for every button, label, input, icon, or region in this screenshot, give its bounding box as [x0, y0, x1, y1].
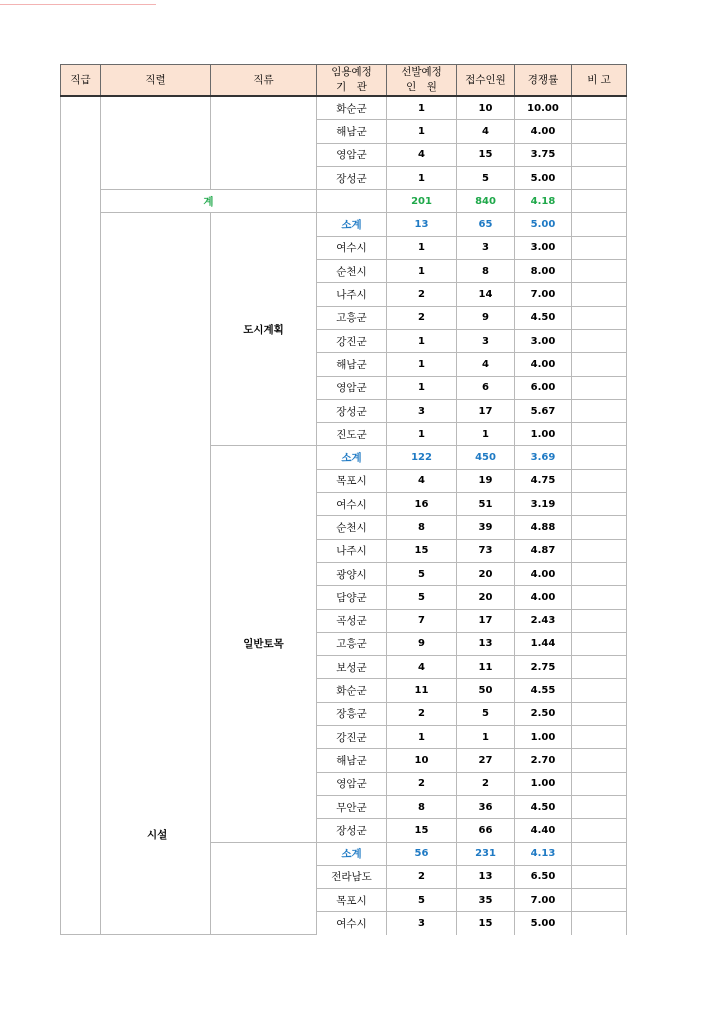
- header-applicants: 접수인원: [457, 65, 515, 97]
- series-cell-continued: [101, 96, 211, 190]
- subtotal-applicants-cell: 65: [457, 213, 515, 236]
- note-cell: [572, 539, 627, 562]
- quota-cell: 5: [387, 562, 457, 585]
- note-cell: [572, 586, 627, 609]
- note-cell: [572, 446, 627, 469]
- applicants-cell: 6: [457, 376, 515, 399]
- agency-cell: 여수시: [317, 912, 387, 935]
- rate-cell: 5.00: [515, 166, 572, 189]
- quota-cell: 1: [387, 376, 457, 399]
- rate-cell: 8.00: [515, 260, 572, 283]
- agency-cell: 진도군: [317, 423, 387, 446]
- class-cell-continued: [211, 842, 317, 935]
- agency-cell: 담양군: [317, 586, 387, 609]
- agency-cell: 나주시: [317, 283, 387, 306]
- subtotal-label-cell: 소계: [317, 446, 387, 469]
- quota-cell: 1: [387, 236, 457, 259]
- applicants-cell: 15: [457, 143, 515, 166]
- note-cell: [572, 213, 627, 236]
- quota-cell: 16: [387, 493, 457, 516]
- rate-cell: 4.00: [515, 586, 572, 609]
- subtotal-quota-cell: 122: [387, 446, 457, 469]
- note-cell: [572, 376, 627, 399]
- subtotal-label-cell: 소계: [317, 213, 387, 236]
- note-cell: [572, 795, 627, 818]
- applicants-cell: 8: [457, 260, 515, 283]
- rate-cell: 3.19: [515, 493, 572, 516]
- agency-cell: 장성군: [317, 819, 387, 842]
- note-cell: [572, 120, 627, 143]
- applicants-cell: 11: [457, 656, 515, 679]
- note-cell: [572, 842, 627, 865]
- applicants-cell: 13: [457, 865, 515, 888]
- header-quota-line1: 선발예정: [401, 66, 442, 78]
- rate-cell: 4.40: [515, 819, 572, 842]
- quota-cell: 5: [387, 889, 457, 912]
- rate-cell: 6.00: [515, 376, 572, 399]
- agency-cell: 여수시: [317, 493, 387, 516]
- subtotal-rate-cell: 5.00: [515, 213, 572, 236]
- applicants-cell: 10: [457, 96, 515, 120]
- rate-cell: 7.00: [515, 889, 572, 912]
- rate-cell: 2.70: [515, 749, 572, 772]
- note-cell: [572, 236, 627, 259]
- rate-cell: 4.75: [515, 469, 572, 492]
- quota-cell: 2: [387, 306, 457, 329]
- agency-cell: 영암군: [317, 143, 387, 166]
- quota-cell: 1: [387, 120, 457, 143]
- agency-cell: 전라남도: [317, 865, 387, 888]
- total-rate-cell: 4.18: [515, 190, 572, 213]
- header-quota-line2: 인 원: [406, 81, 437, 93]
- total-quota-cell: 201: [387, 190, 457, 213]
- applicants-cell: 3: [457, 236, 515, 259]
- applicants-cell: 20: [457, 562, 515, 585]
- rate-cell: 3.00: [515, 236, 572, 259]
- rate-cell: 2.43: [515, 609, 572, 632]
- subtotal-applicants-cell: 450: [457, 446, 515, 469]
- applicants-cell: 66: [457, 819, 515, 842]
- rate-cell: 1.00: [515, 726, 572, 749]
- applicants-cell: 3: [457, 329, 515, 352]
- total-label-cell: 계: [101, 190, 317, 213]
- applicants-cell: 27: [457, 749, 515, 772]
- subtotal-row: [61, 213, 627, 236]
- rate-cell: 4.00: [515, 120, 572, 143]
- header-agency-line1: 임용예정: [331, 66, 372, 78]
- header-note: 비 고: [572, 65, 627, 97]
- rate-cell: 1.44: [515, 632, 572, 655]
- note-cell: [572, 329, 627, 352]
- agency-cell: 영암군: [317, 376, 387, 399]
- note-cell: [572, 353, 627, 376]
- quota-cell: 2: [387, 283, 457, 306]
- note-cell: [572, 726, 627, 749]
- total-agency-cell: [317, 190, 387, 213]
- note-cell: [572, 562, 627, 585]
- agency-cell: 화순군: [317, 96, 387, 120]
- header-rate: 경쟁률: [515, 65, 572, 97]
- note-cell: [572, 399, 627, 422]
- note-cell: [572, 889, 627, 912]
- quota-cell: 2: [387, 772, 457, 795]
- applicants-cell: 5: [457, 702, 515, 725]
- applicants-cell: 73: [457, 539, 515, 562]
- rate-cell: 10.00: [515, 96, 572, 120]
- page-corner-mark: [0, 4, 156, 5]
- applicants-cell: 17: [457, 399, 515, 422]
- rate-cell: 6.50: [515, 865, 572, 888]
- rate-cell: 4.50: [515, 306, 572, 329]
- quota-cell: 1: [387, 353, 457, 376]
- rate-cell: 1.00: [515, 772, 572, 795]
- header-row: [61, 65, 627, 97]
- grade-label: 시설: [147, 829, 168, 841]
- quota-cell: 8: [387, 795, 457, 818]
- note-cell: [572, 260, 627, 283]
- applicants-cell: 36: [457, 795, 515, 818]
- subtotal-rate-cell: 4.13: [515, 842, 572, 865]
- quota-cell: 2: [387, 702, 457, 725]
- rate-cell: 2.50: [515, 702, 572, 725]
- agency-cell: 장성군: [317, 166, 387, 189]
- quota-cell: 1: [387, 329, 457, 352]
- quota-cell: 10: [387, 749, 457, 772]
- subtotal-quota-cell: 56: [387, 842, 457, 865]
- note-cell: [572, 166, 627, 189]
- quota-cell: 15: [387, 539, 457, 562]
- quota-cell: 4: [387, 656, 457, 679]
- applicants-cell: 1: [457, 423, 515, 446]
- applicants-cell: 14: [457, 283, 515, 306]
- applicants-cell: 4: [457, 353, 515, 376]
- header-series: 직렬: [101, 65, 211, 97]
- agency-cell: 영암군: [317, 772, 387, 795]
- note-cell: [572, 702, 627, 725]
- note-cell: [572, 190, 627, 213]
- quota-cell: 2: [387, 865, 457, 888]
- header-grade: 직급: [61, 65, 101, 97]
- agency-cell: 해남군: [317, 353, 387, 376]
- rate-cell: 4.00: [515, 353, 572, 376]
- quota-cell: 1: [387, 726, 457, 749]
- applicants-cell: 9: [457, 306, 515, 329]
- applicants-cell: 13: [457, 632, 515, 655]
- agency-cell: 강진군: [317, 726, 387, 749]
- agency-cell: 순천시: [317, 260, 387, 283]
- rate-cell: 3.75: [515, 143, 572, 166]
- quota-cell: 4: [387, 469, 457, 492]
- quota-cell: 1: [387, 166, 457, 189]
- quota-cell: 11: [387, 679, 457, 702]
- note-cell: [572, 306, 627, 329]
- agency-cell: 무안군: [317, 795, 387, 818]
- applicants-cell: 51: [457, 493, 515, 516]
- class-cell-civil-engineering: 일반토목: [211, 446, 317, 842]
- subtotal-rate-cell: 3.69: [515, 446, 572, 469]
- rate-cell: 4.00: [515, 562, 572, 585]
- agency-cell: 곡성군: [317, 609, 387, 632]
- grade-cell: [61, 96, 168, 935]
- applicants-cell: 2: [457, 772, 515, 795]
- note-cell: [572, 772, 627, 795]
- table-row: [61, 96, 627, 120]
- note-cell: [572, 493, 627, 516]
- note-cell: [572, 865, 627, 888]
- quota-cell: 1: [387, 260, 457, 283]
- header-quota: [387, 65, 457, 97]
- total-row: [61, 190, 627, 213]
- applicants-cell: 17: [457, 609, 515, 632]
- rate-cell: 3.00: [515, 329, 572, 352]
- quota-cell: 3: [387, 912, 457, 935]
- applicants-cell: 1: [457, 726, 515, 749]
- applicants-cell: 50: [457, 679, 515, 702]
- note-cell: [572, 96, 627, 120]
- agency-cell: 광양시: [317, 562, 387, 585]
- quota-cell: 1: [387, 423, 457, 446]
- note-cell: [572, 469, 627, 492]
- agency-cell: 목포시: [317, 889, 387, 912]
- agency-cell: 장흥군: [317, 702, 387, 725]
- rate-cell: 1.00: [515, 423, 572, 446]
- header-agency-line2: 기 관: [336, 81, 367, 93]
- rate-cell: 4.50: [515, 795, 572, 818]
- header-agency: [317, 65, 387, 97]
- agency-cell: 화순군: [317, 679, 387, 702]
- subtotal-label-cell: 소계: [317, 842, 387, 865]
- rate-cell: 7.00: [515, 283, 572, 306]
- table-body: [61, 96, 627, 935]
- applicants-cell: 4: [457, 120, 515, 143]
- applicants-cell: 20: [457, 586, 515, 609]
- note-cell: [572, 609, 627, 632]
- agency-cell: 해남군: [317, 120, 387, 143]
- agency-cell: 강진군: [317, 329, 387, 352]
- agency-cell: 나주시: [317, 539, 387, 562]
- note-cell: [572, 423, 627, 446]
- agency-cell: 해남군: [317, 749, 387, 772]
- applicants-cell: 5: [457, 166, 515, 189]
- agency-cell: 고흥군: [317, 632, 387, 655]
- applicants-cell: 19: [457, 469, 515, 492]
- class-cell-continued: [211, 96, 317, 190]
- class-cell-city-planning: 도시계획: [211, 213, 317, 446]
- agency-cell: 목포시: [317, 469, 387, 492]
- note-cell: [572, 632, 627, 655]
- rate-cell: 5.00: [515, 912, 572, 935]
- rate-cell: 4.87: [515, 539, 572, 562]
- note-cell: [572, 143, 627, 166]
- total-applicants-cell: 840: [457, 190, 515, 213]
- agency-cell: 여수시: [317, 236, 387, 259]
- note-cell: [572, 516, 627, 539]
- agency-cell: 순천시: [317, 516, 387, 539]
- agency-cell: 고흥군: [317, 306, 387, 329]
- subtotal-quota-cell: 13: [387, 213, 457, 236]
- note-cell: [572, 656, 627, 679]
- note-cell: [572, 679, 627, 702]
- header-class: 직류: [211, 65, 317, 97]
- note-cell: [572, 749, 627, 772]
- quota-cell: 4: [387, 143, 457, 166]
- recruitment-table: [60, 64, 627, 935]
- applicants-cell: 15: [457, 912, 515, 935]
- agency-cell: 보성군: [317, 656, 387, 679]
- quota-cell: 7: [387, 609, 457, 632]
- quota-cell: 9: [387, 632, 457, 655]
- rate-cell: 5.67: [515, 399, 572, 422]
- note-cell: [572, 283, 627, 306]
- applicants-cell: 39: [457, 516, 515, 539]
- rate-cell: 4.55: [515, 679, 572, 702]
- quota-cell: 1: [387, 96, 457, 120]
- quota-cell: 5: [387, 586, 457, 609]
- note-cell: [572, 819, 627, 842]
- quota-cell: 8: [387, 516, 457, 539]
- applicants-cell: 35: [457, 889, 515, 912]
- subtotal-applicants-cell: 231: [457, 842, 515, 865]
- rate-cell: 2.75: [515, 656, 572, 679]
- quota-cell: 15: [387, 819, 457, 842]
- rate-cell: 4.88: [515, 516, 572, 539]
- agency-cell: 장성군: [317, 399, 387, 422]
- quota-cell: 3: [387, 399, 457, 422]
- note-cell: [572, 912, 627, 935]
